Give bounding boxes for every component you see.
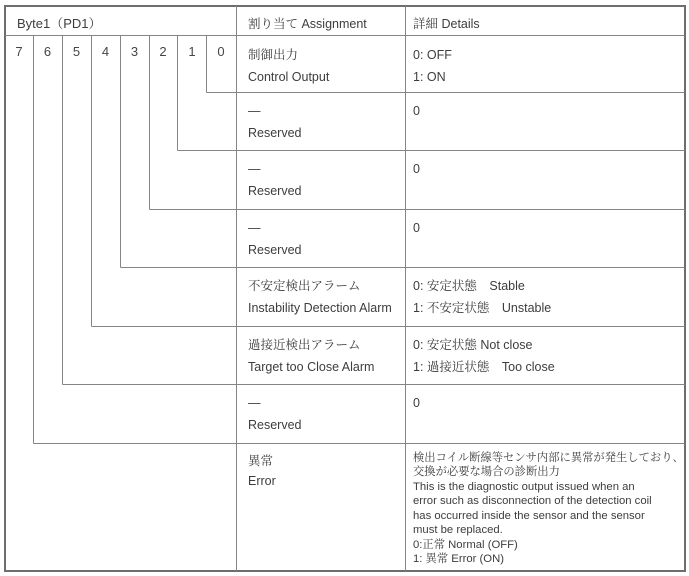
assignment-en: Reserved [248, 417, 302, 432]
assignment-jp: 過接近検出アラーム [248, 338, 361, 352]
assignment-cell-bit3 [248, 209, 402, 261]
bit-label-5: 5 [72, 44, 81, 59]
assignment-en: Instability Detection Alarm [248, 300, 392, 315]
details-line: 1: 過接近状態 Too close [413, 359, 555, 374]
details-line: 0 [413, 162, 420, 176]
details-line: 0 [413, 104, 420, 118]
assignment-jp: 制御出力 [248, 48, 299, 62]
details-cell-bit1 [413, 92, 681, 123]
assignment-jp: — [248, 396, 261, 410]
details-line: 1: 異常 Error (ON) [413, 553, 505, 566]
details-cell-bit7 [413, 443, 685, 567]
details-cell-bit4 [413, 267, 681, 319]
details-cell-bit0 [413, 36, 681, 88]
assignment-cell-bit6 [248, 384, 402, 436]
assignment-jp: — [248, 104, 261, 118]
assignment-cell-bit4 [248, 267, 402, 319]
details-line: 0: OFF [413, 48, 452, 62]
assignment-cell-bit1 [248, 92, 402, 144]
byte-header: Byte1（PD1） [17, 16, 102, 31]
details-line: 検出コイル断線等センサ内部に異常が発生しており、 [413, 452, 684, 464]
details-cell-bit2 [413, 150, 681, 181]
details-line: 0:正常 Normal (OFF) [413, 538, 518, 551]
assignment-en: Reserved [248, 183, 302, 198]
details-line: 0 [413, 396, 420, 410]
assignment-en: Reserved [248, 242, 302, 257]
bit-label-6: 6 [43, 44, 52, 59]
assignment-jp: — [248, 162, 261, 176]
bit-label-0: 0 [217, 44, 225, 59]
details-line: must be replaced. [413, 524, 503, 537]
assignment-en: Control Output [248, 69, 330, 84]
bit-label-7: 7 [15, 44, 23, 59]
assignment-en: Target too Close Alarm [248, 359, 375, 374]
bit-label-3: 3 [130, 44, 139, 59]
details-line: This is the diagnostic output issued when an [413, 480, 635, 493]
assignment-column-header: 割り当て Assignment [248, 17, 367, 31]
details-line: 0 [413, 221, 420, 235]
details-line: 0: 安定状態 Stable [413, 279, 525, 293]
details-line: 0: 安定状態 Not close [413, 338, 533, 352]
details-cell-bit5 [413, 326, 681, 378]
details-line: 交換が必要な場合の診断出力 [413, 466, 560, 479]
details-column-header: 詳細 Details [413, 17, 480, 31]
details-cell-bit6 [413, 384, 681, 415]
bit-label-4: 4 [101, 44, 110, 59]
assignment-en: Error [248, 473, 276, 488]
assignment-cell-bit0 [248, 36, 402, 88]
assignment-cell-bit2 [248, 150, 402, 202]
assignment-jp: 不安定検出アラーム [248, 279, 361, 293]
assignment-cell-bit7 [248, 443, 402, 491]
details-cell-bit3 [413, 209, 681, 240]
assignment-cell-bit5 [248, 326, 402, 378]
details-line: error such as disconnection of the detection coil [413, 495, 652, 508]
bit-label-2: 2 [159, 44, 167, 59]
bit-label-1: 1 [188, 44, 196, 59]
assignment-jp: 異常 [248, 454, 274, 468]
details-line: 1: ON [413, 69, 446, 84]
assignment-jp: — [248, 221, 261, 235]
details-line: has occurred inside the sensor and the sensor [413, 509, 645, 522]
details-line: 1: 不安定状態 Unstable [413, 300, 552, 315]
assignment-en: Reserved [248, 125, 302, 140]
